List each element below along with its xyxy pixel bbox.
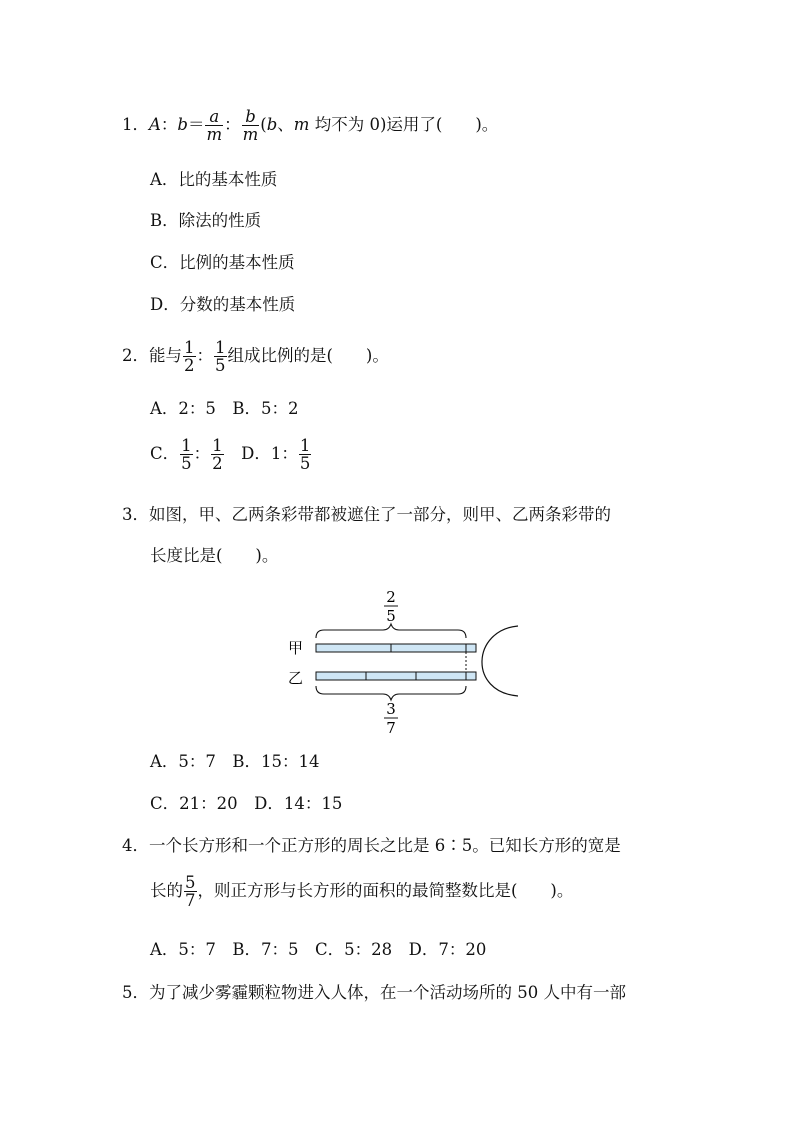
fraction-one-fifth: $\frac{1}{5}$ xyxy=(299,436,311,473)
question-1-condition: 均不为 0)运用了( )。 xyxy=(309,115,499,134)
bottom-brace xyxy=(316,686,466,700)
top-fraction-numerator: 2 xyxy=(386,588,396,606)
ribbon-jia xyxy=(316,644,476,652)
question-2: 2．能与 $\frac{1}{2}$ ： $\frac{1}{5}$ 组成比例的是( )。 xyxy=(122,338,389,375)
question-number: 3． xyxy=(122,505,149,524)
question-3: 3．如图，甲、乙两条彩带都被遮住了一部分，则甲、乙两条彩带的 xyxy=(122,505,611,524)
q4-options: A．5：7 B．7：5 C．5：28 D．7：20 xyxy=(150,940,487,959)
fraction-a-over-m: $\frac{a}{m}$ xyxy=(206,107,223,144)
fraction-b-over-m: $\frac{b}{m}$ xyxy=(242,107,259,144)
q3-options-ab: A．5：7 B．15：14 xyxy=(150,752,320,771)
q1-option-a: A．比的基本性质 xyxy=(150,170,278,189)
bottom-fraction-numerator: 3 xyxy=(386,700,396,718)
label-jia: 甲 xyxy=(288,639,304,657)
fraction-one-fifth: $\frac{1}{5}$ xyxy=(215,338,226,375)
top-brace xyxy=(316,624,466,638)
q2-options-cd: C． $\frac{1}{5}$ ： $\frac{1}{2}$ D．1： $\frac{1}{5}$ xyxy=(150,436,311,473)
question-4-line-2: 长的 $\frac{5}{7}$ ，则正方形与长方形的面积的最简整数比是( )。 xyxy=(150,873,574,910)
fraction-one-half: $\frac{1}{2}$ xyxy=(184,338,195,375)
question-4: 4．一个长方形和一个正方形的周长之比是 6∶5。已知长方形的宽是 xyxy=(122,836,621,855)
cover-shape xyxy=(482,626,518,696)
question-number: 5． xyxy=(122,983,149,1002)
question-number: 2． xyxy=(122,346,149,365)
fraction-one-fifth: $\frac{1}{5}$ xyxy=(181,436,192,473)
question-number: 1． xyxy=(122,115,149,134)
question-3-line-2: 长度比是( )。 xyxy=(150,546,279,565)
fraction-five-sevenths: $\frac{5}{7}$ xyxy=(185,873,196,910)
variable-b: b xyxy=(177,115,188,134)
label-yi: 乙 xyxy=(288,669,304,687)
bottom-fraction-denominator: 7 xyxy=(386,719,396,736)
q1-option-d: D．分数的基本性质 xyxy=(150,295,296,314)
question-number: 4． xyxy=(122,836,149,855)
q1-option-b: B．除法的性质 xyxy=(150,211,262,230)
q3-options-cd: C．21：20 D．14：15 xyxy=(150,794,343,813)
fraction-one-half: $\frac{1}{2}$ xyxy=(212,436,223,473)
ribbon-yi xyxy=(316,672,476,680)
top-fraction-denominator: 5 xyxy=(386,607,396,625)
question-1: 1．A：b＝ $\frac{a}{m}$ ： $\frac{b}{m}$ (b、m 均不为 0)运用了( )。 xyxy=(122,107,499,144)
q2-options-ab: A．2：5 B．5：2 xyxy=(150,399,299,418)
q1-option-c: C．比例的基本性质 xyxy=(150,253,295,272)
question-5: 5．为了减少雾霾颗粒物进入人体，在一个活动场所的 50 人中有一部 xyxy=(122,983,626,1002)
variable-a: A xyxy=(149,115,161,134)
ribbon-figure xyxy=(282,586,542,736)
